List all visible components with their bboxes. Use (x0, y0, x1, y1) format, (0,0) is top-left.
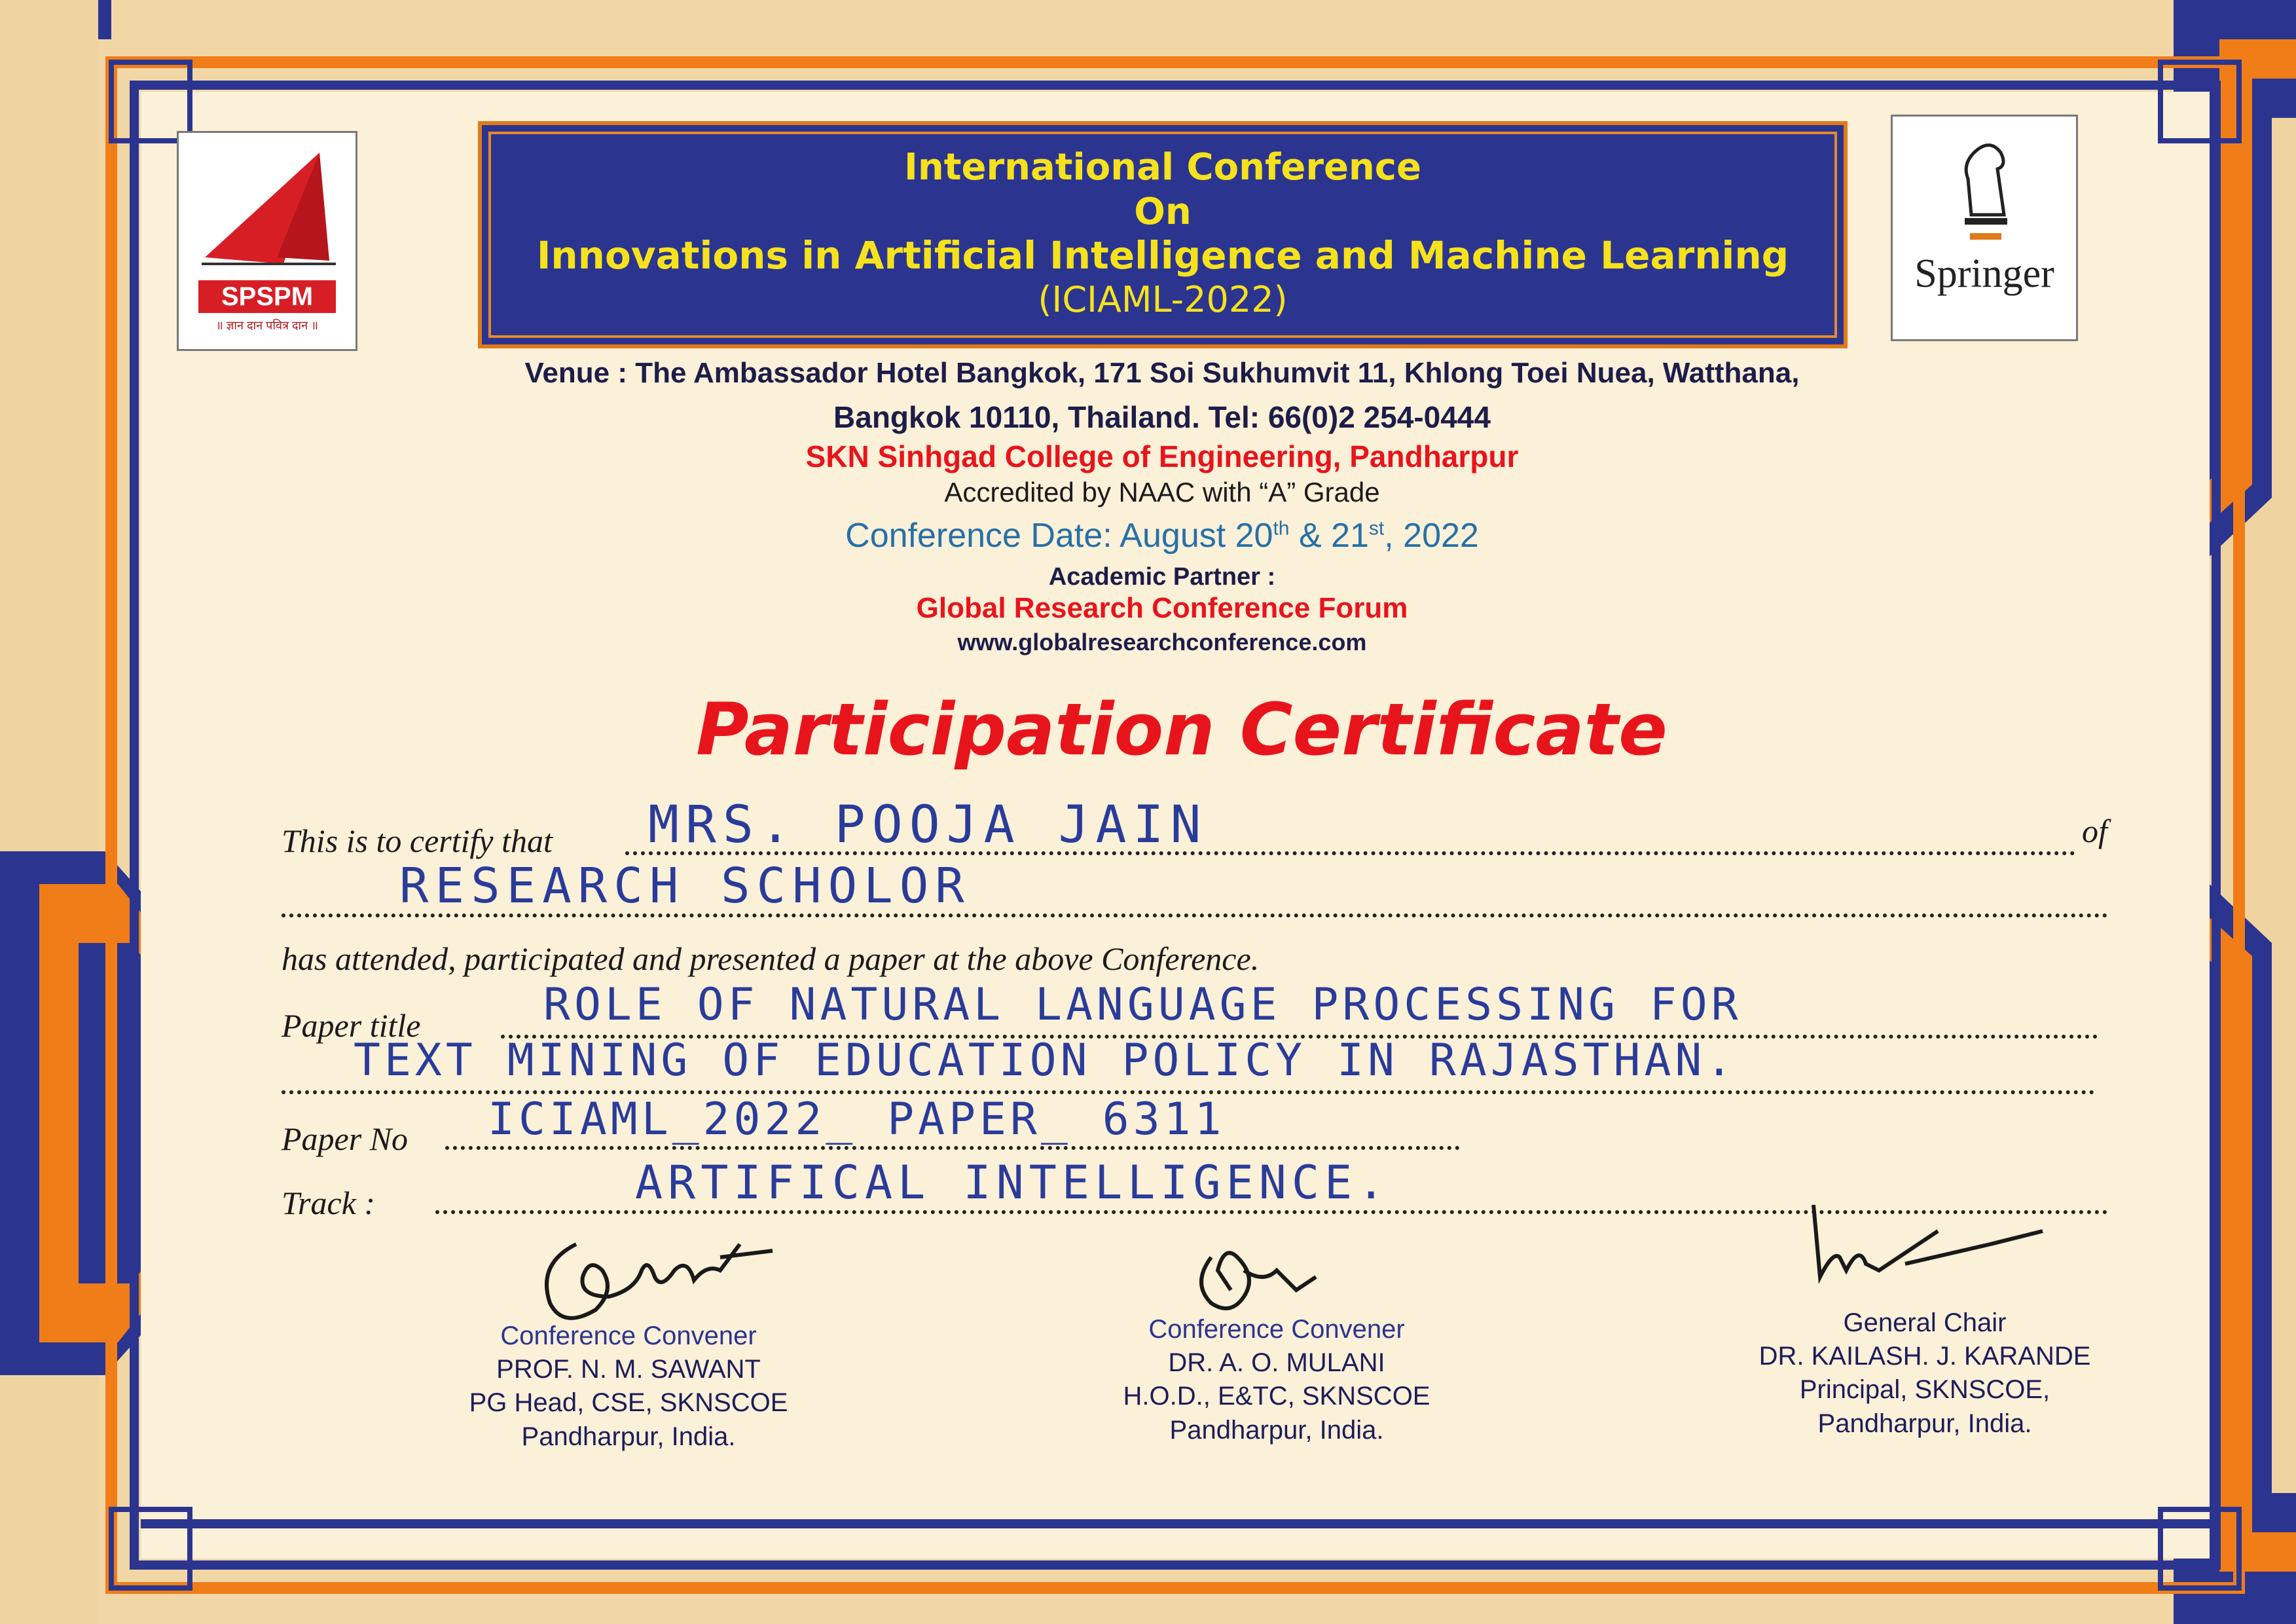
logo-wordmark: SPSPM (198, 280, 336, 313)
accreditation: Accredited by NAAC with “A” Grade (944, 477, 1380, 507)
track-value: ARTIFICAL INTELLIGENCE. (635, 1156, 1391, 1209)
signature-sawant (524, 1218, 799, 1336)
venue-line-1: Venue : The Ambassador Hotel Bangkok, 171 Soi Sukhumvit 11, Khlong Toei Nuea, Watthana, (524, 357, 1800, 389)
track-label: Track : (282, 1185, 376, 1221)
signatory-1-dept: PG Head, CSE, SKNSCOE (469, 1388, 788, 1418)
date-sup-1: th (1273, 517, 1290, 540)
signatory-3 (1696, 1306, 2154, 1441)
signatory-2-location: Pandharpur, India. (1169, 1415, 1384, 1445)
signatory-1-location: Pandharpur, India. (521, 1422, 736, 1451)
signatory-2 (1054, 1313, 1499, 1447)
partner-url: www.globalresearchconference.com (957, 629, 1367, 655)
date-suffix: , 2022 (1384, 517, 1479, 555)
banner-line-3: Innovations in Artificial Intelligence and Machine Learning (536, 233, 1789, 278)
signatory-3-role: General Chair (1843, 1308, 2007, 1337)
date-prefix: Conference Date: August 20 (845, 517, 1273, 555)
signatory-1 (406, 1320, 851, 1454)
paper-number: ICIAML_2022_ PAPER_ 6311 (488, 1094, 1226, 1145)
venue-line-2: Bangkok 10110, Thailand. Tel: 66(0)2 254-0444 (833, 400, 1491, 434)
springer-logo (1891, 115, 2078, 341)
banner-line-4: (ICIAML-2022) (1038, 279, 1288, 320)
signatory-1-name: PROF. N. M. SAWANT (496, 1355, 761, 1384)
participant-designation: RESEARCH SCHOLOR (399, 858, 971, 914)
conference-date (393, 516, 1931, 555)
signatory-3-location: Pandharpur, India. (1817, 1409, 2032, 1438)
college-name: SKN Sinhgad College of Engineering, Pandharpur (805, 439, 1519, 473)
signatory-3-dept: Principal, SKNSCOE, (1799, 1375, 2050, 1405)
signature-karande (1794, 1192, 2056, 1297)
springer-wordmark: Springer (1914, 251, 2054, 296)
attended-statement: has attended, participated and presented a paper at the above Conference. (282, 940, 1260, 977)
certificate-title: Participation Certificate (696, 688, 1667, 771)
sail-icon (179, 133, 355, 284)
banner-line-1: International Conference (904, 146, 1421, 189)
conference-banner (478, 121, 1848, 348)
spspm-logo (177, 131, 357, 351)
signatory-1-role: Conference Convener (500, 1321, 757, 1350)
logo-tagline: ॥ ज्ञान दान पवित्र दान ॥ (215, 319, 318, 332)
date-sup-2: st (1368, 517, 1385, 540)
signatory-3-name: DR. KAILASH. J. KARANDE (1758, 1342, 2091, 1371)
paper-no-dotted-line (445, 1146, 1460, 1150)
certify-label: This is to certify that (282, 822, 553, 859)
paper-title-line-1: ROLE OF NATURAL LANGUAGE PROCESSING FOR (543, 979, 1742, 1031)
partner-label: Academic Partner : (1048, 563, 1276, 591)
partner-name: Global Research Conference Forum (916, 592, 1408, 624)
signatory-2-role: Conference Convener (1148, 1315, 1405, 1344)
paper-title-line-2: TEXT MINING OF EDUCATION POLICY IN RAJASTHAN. (354, 1035, 1737, 1086)
paper-no-label: Paper No (282, 1120, 409, 1157)
knight-chess-icon (1893, 117, 2076, 254)
date-middle: & 21 (1289, 517, 1369, 555)
signatory-2-dept: H.O.D., E&TC, SKNSCOE (1123, 1382, 1430, 1411)
of-label: of (2082, 813, 2107, 849)
paper-title-label: Paper title (282, 1007, 421, 1044)
participant-name: MRS. POOJA JAIN (648, 796, 1208, 855)
banner-line-2: On (1134, 191, 1192, 233)
signatory-2-name: DR. A. O. MULANI (1168, 1348, 1385, 1378)
